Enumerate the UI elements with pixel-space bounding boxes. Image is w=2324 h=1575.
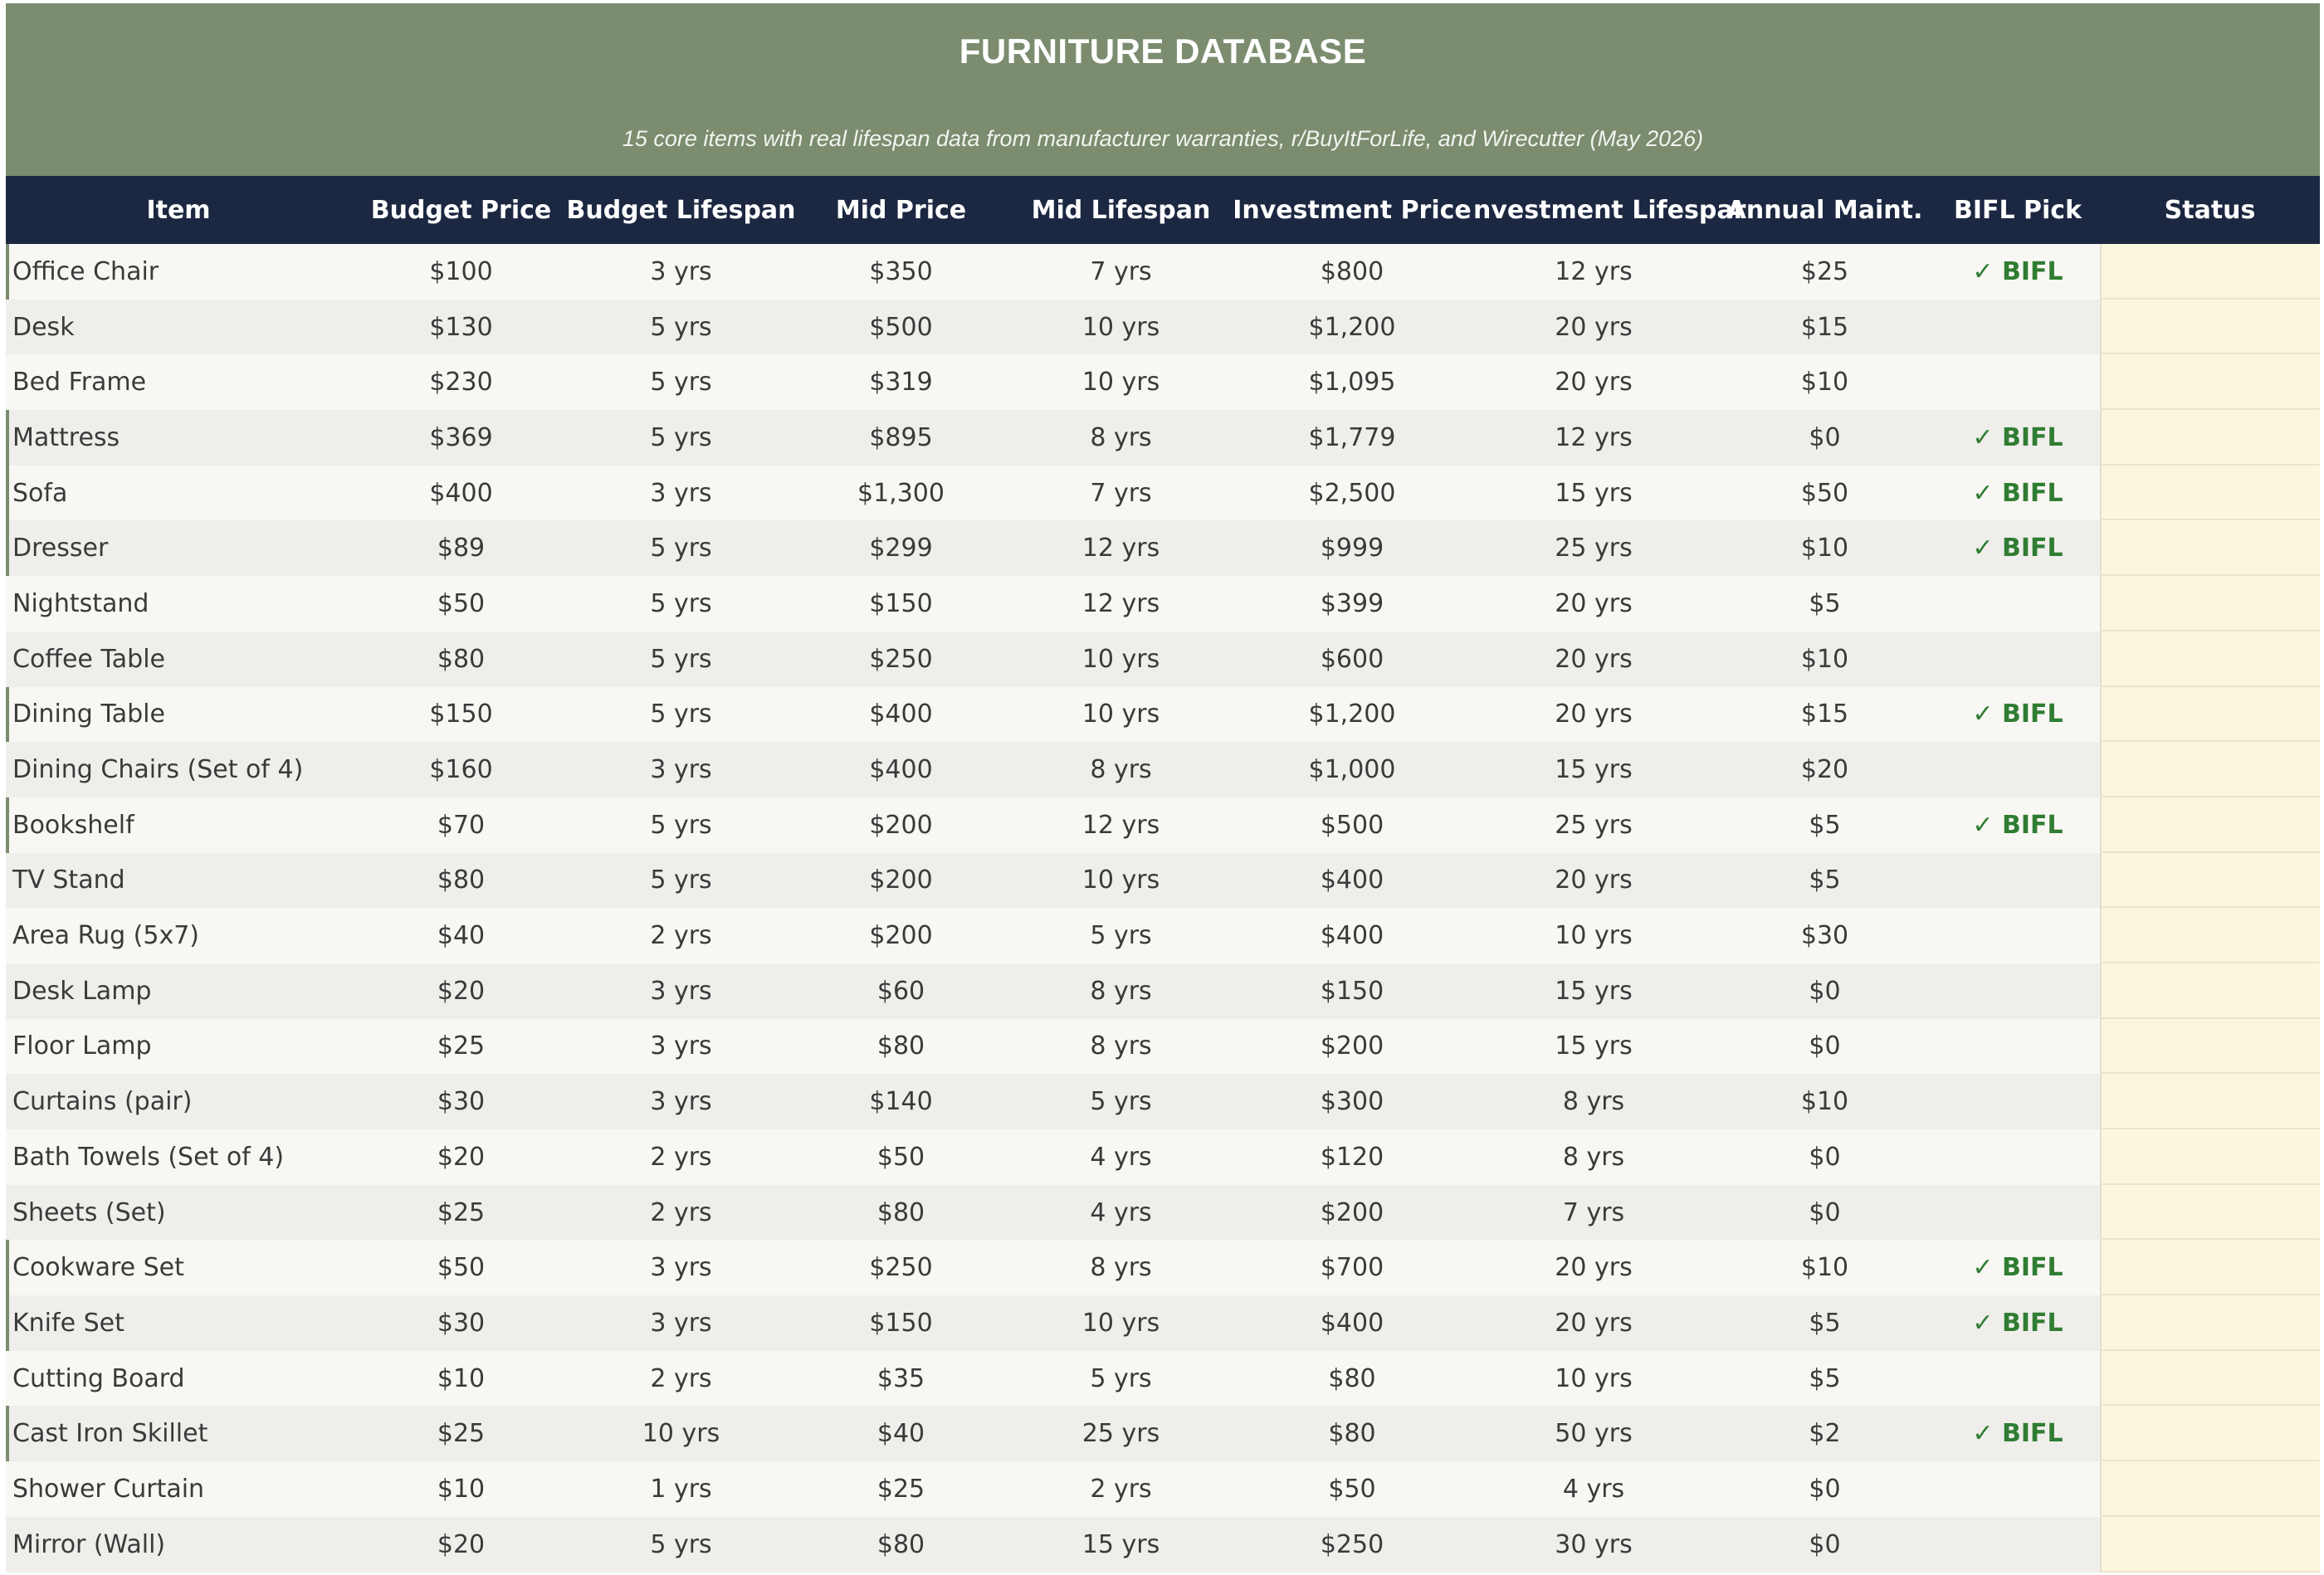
cell-budget-lifespan[interactable]: 10 yrs bbox=[642, 1419, 720, 1449]
header-row bbox=[6, 176, 2320, 244]
table-row bbox=[6, 1185, 2320, 1241]
cell-budget-lifespan[interactable]: 5 yrs bbox=[650, 644, 712, 674]
cell-bifl-pick[interactable] bbox=[1936, 1517, 2100, 1573]
cell-budget-lifespan[interactable]: 2 yrs bbox=[650, 1197, 712, 1227]
cell-mid-price[interactable]: $35 bbox=[876, 1363, 925, 1393]
sheet-title: FURNITURE DATABASE bbox=[959, 32, 1367, 71]
cell-budget-price[interactable]: $150 bbox=[429, 700, 493, 729]
cell-budget-price[interactable]: $25 bbox=[437, 1197, 486, 1227]
cell-annual-maint[interactable]: $5 bbox=[1809, 810, 1841, 840]
cell-budget-lifespan[interactable]: 3 yrs bbox=[650, 256, 712, 286]
cell-bifl-pick[interactable] bbox=[1936, 1406, 2100, 1461]
cell-annual-maint[interactable]: $30 bbox=[1800, 921, 1849, 951]
cell-investment-lifespan[interactable]: 20 yrs bbox=[1555, 700, 1633, 729]
bifl-badge: ✓ BIFL bbox=[1972, 534, 2063, 563]
cell-mid-lifespan[interactable]: 4 yrs bbox=[1090, 1197, 1152, 1227]
cell-status[interactable] bbox=[2100, 1185, 2320, 1241]
cell-bifl-pick[interactable] bbox=[1936, 687, 2100, 743]
cell-status[interactable] bbox=[2100, 354, 2320, 410]
cell-budget-lifespan[interactable]: 5 yrs bbox=[650, 368, 712, 397]
cell-investment-price[interactable]: $400 bbox=[1320, 1308, 1384, 1338]
cell-item[interactable]: Shower Curtain bbox=[12, 1474, 205, 1504]
cell-mid-lifespan[interactable]: 15 yrs bbox=[1081, 1529, 1160, 1559]
bifl-badge: ✓ BIFL bbox=[1972, 1419, 2063, 1449]
cell-budget-price[interactable]: $30 bbox=[437, 1308, 486, 1338]
cell-mid-price[interactable]: $25 bbox=[876, 1474, 925, 1504]
cell-budget-lifespan[interactable]: 5 yrs bbox=[650, 534, 712, 563]
cell-budget-lifespan[interactable]: 5 yrs bbox=[650, 866, 712, 895]
cell-item[interactable]: Nightstand bbox=[12, 588, 149, 618]
cell-budget-price[interactable]: $89 bbox=[437, 534, 486, 563]
cell-mid-lifespan[interactable]: 25 yrs bbox=[1081, 1419, 1160, 1449]
cell-investment-price[interactable]: $800 bbox=[1320, 256, 1384, 286]
cell-mid-price[interactable]: $80 bbox=[876, 1031, 925, 1061]
cell-mid-lifespan[interactable]: 8 yrs bbox=[1090, 755, 1152, 785]
title-banner[interactable] bbox=[6, 3, 2320, 176]
header-mid-lifespan[interactable]: Mid Lifespan bbox=[1031, 195, 1211, 225]
cell-mid-lifespan[interactable]: 12 yrs bbox=[1081, 810, 1160, 840]
cell-investment-price[interactable]: $1,095 bbox=[1308, 368, 1396, 397]
cell-status[interactable] bbox=[2100, 244, 2320, 300]
cell-annual-maint[interactable]: $0 bbox=[1809, 1197, 1841, 1227]
cell-investment-lifespan[interactable]: 20 yrs bbox=[1555, 312, 1633, 342]
cell-investment-lifespan[interactable]: 10 yrs bbox=[1555, 921, 1633, 951]
cell-budget-lifespan[interactable]: 3 yrs bbox=[650, 1087, 712, 1117]
cell-annual-maint[interactable]: $0 bbox=[1809, 1529, 1841, 1559]
cell-mid-price[interactable]: $150 bbox=[869, 588, 933, 618]
cell-budget-price[interactable]: $25 bbox=[437, 1419, 486, 1449]
cell-status[interactable] bbox=[2100, 466, 2320, 521]
cell-mid-price[interactable]: $60 bbox=[876, 976, 925, 1006]
cell-item[interactable]: Bed Frame bbox=[12, 368, 147, 397]
cell-investment-price[interactable]: $120 bbox=[1320, 1142, 1384, 1172]
cell-investment-lifespan[interactable]: 20 yrs bbox=[1555, 644, 1633, 674]
cell-investment-price[interactable]: $150 bbox=[1320, 976, 1384, 1006]
cell-item[interactable]: TV Stand bbox=[12, 866, 125, 895]
cell-mid-price[interactable]: $350 bbox=[869, 256, 933, 286]
cell-mid-lifespan[interactable]: 5 yrs bbox=[1090, 921, 1152, 951]
cell-annual-maint[interactable]: $0 bbox=[1809, 422, 1841, 452]
cell-bifl-pick[interactable] bbox=[1936, 631, 2100, 687]
cell-bifl-pick[interactable] bbox=[1936, 963, 2100, 1019]
cell-budget-lifespan[interactable]: 5 yrs bbox=[650, 312, 712, 342]
cell-budget-price[interactable]: $100 bbox=[429, 256, 493, 286]
cell-investment-lifespan[interactable]: 4 yrs bbox=[1562, 1474, 1625, 1504]
cell-annual-maint[interactable]: $0 bbox=[1809, 1142, 1841, 1172]
cell-annual-maint[interactable]: $5 bbox=[1809, 1308, 1841, 1338]
cell-budget-price[interactable]: $160 bbox=[429, 755, 493, 785]
cell-mid-price[interactable]: $200 bbox=[869, 866, 933, 895]
cell-budget-price[interactable]: $130 bbox=[429, 312, 493, 342]
cell-investment-price[interactable]: $400 bbox=[1320, 866, 1384, 895]
cell-budget-lifespan[interactable]: 2 yrs bbox=[650, 921, 712, 951]
cell-investment-price[interactable]: $500 bbox=[1320, 810, 1384, 840]
cell-investment-lifespan[interactable]: 20 yrs bbox=[1555, 588, 1633, 618]
cell-investment-price[interactable]: $250 bbox=[1320, 1529, 1384, 1559]
bifl-badge: ✓ BIFL bbox=[1972, 478, 2063, 508]
table-row bbox=[6, 1129, 2320, 1185]
cell-annual-maint[interactable]: $0 bbox=[1809, 1474, 1841, 1504]
cell-investment-lifespan[interactable]: 25 yrs bbox=[1555, 810, 1633, 840]
cell-mid-price[interactable]: $80 bbox=[876, 1529, 925, 1559]
header-investment-price[interactable]: Investment Price bbox=[1233, 195, 1472, 225]
cell-investment-price[interactable]: $80 bbox=[1328, 1363, 1376, 1393]
cell-investment-lifespan[interactable]: 12 yrs bbox=[1555, 256, 1633, 286]
cell-status[interactable] bbox=[2100, 1019, 2320, 1075]
cell-mid-price[interactable]: $200 bbox=[869, 921, 933, 951]
cell-budget-price[interactable]: $50 bbox=[437, 1253, 486, 1283]
cell-bifl-pick[interactable] bbox=[1936, 853, 2100, 909]
header-annual-maint[interactable]: Annual Maint. bbox=[1726, 195, 1923, 225]
cell-mid-lifespan[interactable]: 4 yrs bbox=[1090, 1142, 1152, 1172]
spreadsheet bbox=[6, 3, 2320, 1575]
cell-investment-price[interactable]: $80 bbox=[1328, 1419, 1376, 1449]
cell-status[interactable] bbox=[2100, 300, 2320, 355]
cell-status[interactable] bbox=[2100, 853, 2320, 909]
furniture-table bbox=[6, 176, 2320, 1573]
table-row bbox=[6, 1240, 2320, 1295]
cell-investment-price[interactable]: $200 bbox=[1320, 1197, 1384, 1227]
cell-investment-price[interactable]: $399 bbox=[1320, 588, 1384, 618]
cell-bifl-pick[interactable] bbox=[1936, 1461, 2100, 1517]
cell-mid-lifespan[interactable]: 5 yrs bbox=[1090, 1363, 1152, 1393]
cell-annual-maint[interactable]: $10 bbox=[1800, 368, 1849, 397]
bifl-badge: ✓ BIFL bbox=[1972, 256, 2063, 286]
cell-investment-lifespan[interactable]: 25 yrs bbox=[1555, 534, 1633, 563]
cell-bifl-pick[interactable] bbox=[1936, 742, 2100, 797]
cell-budget-price[interactable]: $20 bbox=[437, 1529, 486, 1559]
bifl-badge: ✓ BIFL bbox=[1972, 700, 2063, 729]
cell-mid-price[interactable]: $50 bbox=[876, 1142, 925, 1172]
table-row bbox=[6, 1295, 2320, 1351]
cell-mid-lifespan[interactable]: 7 yrs bbox=[1090, 478, 1152, 508]
cell-bifl-pick[interactable] bbox=[1936, 520, 2100, 576]
cell-item[interactable]: Desk bbox=[12, 312, 75, 342]
cell-item[interactable]: Cutting Board bbox=[12, 1363, 185, 1393]
cell-status[interactable] bbox=[2100, 1351, 2320, 1407]
cell-mid-price[interactable]: $299 bbox=[869, 534, 933, 563]
cell-budget-lifespan[interactable]: 3 yrs bbox=[650, 1253, 712, 1283]
table-row bbox=[6, 742, 2320, 797]
cell-annual-maint[interactable]: $20 bbox=[1800, 755, 1849, 785]
bifl-badge: ✓ BIFL bbox=[1972, 422, 2063, 452]
cell-item[interactable]: Mattress bbox=[6, 410, 351, 466]
cell-budget-price[interactable]: $40 bbox=[437, 921, 486, 951]
cell-annual-maint[interactable]: $10 bbox=[1800, 1253, 1849, 1283]
cell-item[interactable]: Floor Lamp bbox=[12, 1031, 152, 1061]
cell-mid-lifespan[interactable]: 10 yrs bbox=[1081, 644, 1160, 674]
cell-budget-lifespan[interactable]: 3 yrs bbox=[650, 1031, 712, 1061]
cell-budget-price[interactable]: $80 bbox=[437, 644, 486, 674]
cell-budget-price[interactable]: $10 bbox=[437, 1363, 486, 1393]
cell-budget-lifespan[interactable]: 3 yrs bbox=[650, 755, 712, 785]
cell-annual-maint[interactable]: $5 bbox=[1809, 1363, 1841, 1393]
header-budget-lifespan[interactable]: Budget Lifespan bbox=[566, 195, 796, 225]
header-mid-price[interactable]: Mid Price bbox=[835, 195, 967, 225]
table-row bbox=[6, 410, 2320, 466]
bifl-badge: ✓ BIFL bbox=[1972, 1253, 2063, 1283]
cell-bifl-pick[interactable] bbox=[1936, 797, 2100, 853]
cell-annual-maint[interactable]: $10 bbox=[1800, 644, 1849, 674]
cell-annual-maint[interactable]: $5 bbox=[1809, 866, 1841, 895]
cell-status[interactable] bbox=[2100, 410, 2320, 466]
cell-status[interactable] bbox=[2100, 1295, 2320, 1351]
cell-status[interactable] bbox=[2100, 1406, 2320, 1461]
table-body bbox=[6, 244, 2320, 1573]
cell-mid-price[interactable]: $40 bbox=[876, 1419, 925, 1449]
cell-mid-price[interactable]: $400 bbox=[869, 755, 933, 785]
cell-item[interactable]: Office Chair bbox=[6, 244, 351, 300]
table-row bbox=[6, 631, 2320, 687]
cell-mid-price[interactable]: $400 bbox=[869, 700, 933, 729]
cell-annual-maint[interactable]: $15 bbox=[1800, 700, 1849, 729]
table-row bbox=[6, 853, 2320, 909]
cell-mid-lifespan[interactable]: 10 yrs bbox=[1081, 368, 1160, 397]
cell-investment-lifespan[interactable]: 8 yrs bbox=[1562, 1142, 1625, 1172]
cell-investment-price[interactable]: $1,779 bbox=[1308, 422, 1396, 452]
cell-status[interactable] bbox=[2100, 1074, 2320, 1129]
cell-investment-lifespan[interactable]: 15 yrs bbox=[1555, 478, 1633, 508]
cell-budget-lifespan[interactable]: 2 yrs bbox=[650, 1363, 712, 1393]
table-row bbox=[6, 300, 2320, 355]
cell-investment-lifespan[interactable]: 50 yrs bbox=[1555, 1419, 1633, 1449]
cell-mid-price[interactable]: $1,300 bbox=[857, 478, 945, 508]
cell-mid-lifespan[interactable]: 8 yrs bbox=[1090, 976, 1152, 1006]
cell-investment-price[interactable]: $2,500 bbox=[1308, 478, 1396, 508]
cell-annual-maint[interactable]: $0 bbox=[1809, 976, 1841, 1006]
table-row bbox=[6, 244, 2320, 300]
cell-item[interactable]: Dresser bbox=[6, 520, 351, 576]
cell-status[interactable] bbox=[2100, 687, 2320, 743]
cell-mid-lifespan[interactable]: 10 yrs bbox=[1081, 700, 1160, 729]
cell-investment-lifespan[interactable]: 7 yrs bbox=[1562, 1197, 1625, 1227]
cell-budget-price[interactable]: $25 bbox=[437, 1031, 486, 1061]
cell-bifl-pick[interactable] bbox=[1936, 1074, 2100, 1129]
cell-investment-lifespan[interactable]: 30 yrs bbox=[1555, 1529, 1633, 1559]
cell-status[interactable] bbox=[2100, 1517, 2320, 1573]
cell-annual-maint[interactable]: $5 bbox=[1809, 588, 1841, 618]
cell-investment-lifespan[interactable]: 12 yrs bbox=[1555, 422, 1633, 452]
cell-investment-price[interactable]: $1,000 bbox=[1308, 755, 1396, 785]
cell-budget-price[interactable]: $400 bbox=[429, 478, 493, 508]
cell-investment-price[interactable]: $1,200 bbox=[1308, 312, 1396, 342]
cell-item[interactable]: Knife Set bbox=[6, 1295, 351, 1351]
cell-investment-lifespan[interactable]: 20 yrs bbox=[1555, 1253, 1633, 1283]
cell-item[interactable]: Mirror (Wall) bbox=[12, 1529, 166, 1559]
cell-annual-maint[interactable]: $10 bbox=[1800, 1087, 1849, 1117]
cell-investment-price[interactable]: $50 bbox=[1328, 1474, 1376, 1504]
cell-investment-price[interactable]: $400 bbox=[1320, 921, 1384, 951]
cell-bifl-pick[interactable] bbox=[1936, 1129, 2100, 1185]
cell-budget-price[interactable]: $20 bbox=[437, 976, 486, 1006]
cell-item[interactable]: Coffee Table bbox=[12, 644, 165, 674]
cell-item[interactable]: Sofa bbox=[6, 466, 351, 521]
cell-mid-lifespan[interactable]: 8 yrs bbox=[1090, 422, 1152, 452]
table-row bbox=[6, 1406, 2320, 1461]
cell-item[interactable]: Bath Towels (Set of 4) bbox=[12, 1142, 285, 1172]
cell-mid-price[interactable]: $895 bbox=[869, 422, 933, 452]
cell-item[interactable]: Dining Table bbox=[6, 687, 351, 743]
cell-budget-lifespan[interactable]: 3 yrs bbox=[650, 1308, 712, 1338]
cell-investment-price[interactable]: $600 bbox=[1320, 644, 1384, 674]
cell-bifl-pick[interactable] bbox=[1936, 1351, 2100, 1407]
cell-status[interactable] bbox=[2100, 1129, 2320, 1185]
header-status[interactable]: Status bbox=[2100, 176, 2320, 244]
cell-bifl-pick[interactable] bbox=[1936, 466, 2100, 521]
cell-budget-lifespan[interactable]: 1 yrs bbox=[650, 1474, 712, 1504]
cell-status[interactable] bbox=[2100, 631, 2320, 687]
cell-mid-lifespan[interactable]: 12 yrs bbox=[1081, 534, 1160, 563]
cell-mid-price[interactable]: $80 bbox=[876, 1197, 925, 1227]
cell-mid-lifespan[interactable]: 8 yrs bbox=[1090, 1253, 1152, 1283]
cell-budget-price[interactable]: $70 bbox=[437, 810, 486, 840]
table-row bbox=[6, 1351, 2320, 1407]
cell-item[interactable]: Cookware Set bbox=[6, 1240, 351, 1295]
cell-budget-price[interactable]: $20 bbox=[437, 1142, 486, 1172]
table-row bbox=[6, 908, 2320, 963]
cell-bifl-pick[interactable] bbox=[1936, 1240, 2100, 1295]
cell-bifl-pick[interactable] bbox=[1936, 576, 2100, 631]
cell-investment-lifespan[interactable]: 20 yrs bbox=[1555, 1308, 1633, 1338]
cell-mid-price[interactable]: $150 bbox=[869, 1308, 933, 1338]
table-row bbox=[6, 466, 2320, 521]
cell-item[interactable]: Cast Iron Skillet bbox=[6, 1406, 351, 1461]
cell-budget-price[interactable]: $80 bbox=[437, 866, 486, 895]
cell-annual-maint[interactable]: $15 bbox=[1800, 312, 1849, 342]
cell-item[interactable]: Area Rug (5x7) bbox=[12, 921, 199, 951]
cell-status[interactable] bbox=[2100, 576, 2320, 631]
cell-mid-lifespan[interactable]: 5 yrs bbox=[1090, 1087, 1152, 1117]
cell-status[interactable] bbox=[2100, 742, 2320, 797]
cell-investment-lifespan[interactable]: 20 yrs bbox=[1555, 368, 1633, 397]
header-item[interactable]: Item bbox=[146, 195, 211, 225]
cell-item[interactable]: Dining Chairs (Set of 4) bbox=[12, 755, 304, 785]
cell-budget-lifespan[interactable]: 5 yrs bbox=[650, 810, 712, 840]
cell-status[interactable] bbox=[2100, 908, 2320, 963]
cell-investment-lifespan[interactable]: 10 yrs bbox=[1555, 1363, 1633, 1393]
cell-bifl-pick[interactable] bbox=[1936, 1019, 2100, 1075]
header-budget-price[interactable]: Budget Price bbox=[370, 195, 552, 225]
cell-investment-price[interactable]: $200 bbox=[1320, 1031, 1384, 1061]
cell-investment-lifespan[interactable]: 15 yrs bbox=[1555, 976, 1633, 1006]
table-row bbox=[6, 520, 2320, 576]
cell-bifl-pick[interactable] bbox=[1936, 1295, 2100, 1351]
header-bifl-pick[interactable]: BIFL Pick bbox=[1953, 195, 2082, 225]
cell-budget-price[interactable]: $30 bbox=[437, 1087, 486, 1117]
cell-bifl-pick[interactable] bbox=[1936, 410, 2100, 466]
cell-budget-lifespan[interactable]: 3 yrs bbox=[650, 478, 712, 508]
cell-budget-price[interactable]: $50 bbox=[437, 588, 486, 618]
cell-budget-lifespan[interactable]: 2 yrs bbox=[650, 1142, 712, 1172]
sheet-subtitle: 15 core items with real lifespan data from manufacturer warranties, r/BuyItForLife, and Wirecutter (May 2026) bbox=[622, 126, 1704, 151]
cell-mid-lifespan[interactable]: 10 yrs bbox=[1081, 1308, 1160, 1338]
cell-mid-lifespan[interactable]: 10 yrs bbox=[1081, 866, 1160, 895]
cell-investment-lifespan[interactable]: 15 yrs bbox=[1555, 755, 1633, 785]
cell-investment-lifespan[interactable]: 15 yrs bbox=[1555, 1031, 1633, 1061]
cell-status[interactable] bbox=[2100, 520, 2320, 576]
cell-mid-price[interactable]: $319 bbox=[869, 368, 933, 397]
cell-mid-lifespan[interactable]: 8 yrs bbox=[1090, 1031, 1152, 1061]
cell-investment-price[interactable]: $999 bbox=[1320, 534, 1384, 563]
table-row bbox=[6, 687, 2320, 743]
header-investment-lifespan[interactable]: nvestment Lifespar bbox=[1473, 195, 1746, 225]
cell-mid-price[interactable]: $250 bbox=[869, 1253, 933, 1283]
table-row bbox=[6, 1461, 2320, 1517]
cell-bifl-pick[interactable] bbox=[1936, 300, 2100, 355]
cell-mid-lifespan[interactable]: 2 yrs bbox=[1090, 1474, 1152, 1504]
cell-status[interactable] bbox=[2100, 1461, 2320, 1517]
cell-investment-lifespan[interactable]: 8 yrs bbox=[1562, 1087, 1625, 1117]
cell-status[interactable] bbox=[2100, 797, 2320, 853]
cell-bifl-pick[interactable] bbox=[1936, 244, 2100, 300]
cell-bifl-pick[interactable] bbox=[1936, 354, 2100, 410]
table-row bbox=[6, 1517, 2320, 1573]
cell-budget-lifespan[interactable]: 5 yrs bbox=[650, 700, 712, 729]
cell-annual-maint[interactable]: $50 bbox=[1800, 478, 1849, 508]
cell-item[interactable]: Desk Lamp bbox=[12, 976, 152, 1006]
table-row bbox=[6, 354, 2320, 410]
cell-budget-lifespan[interactable]: 5 yrs bbox=[650, 1529, 712, 1559]
table-row bbox=[6, 576, 2320, 631]
cell-annual-maint[interactable]: $2 bbox=[1809, 1419, 1841, 1449]
cell-budget-price[interactable]: $369 bbox=[429, 422, 493, 452]
table-row bbox=[6, 963, 2320, 1019]
cell-budget-lifespan[interactable]: 3 yrs bbox=[650, 976, 712, 1006]
cell-mid-price[interactable]: $200 bbox=[869, 810, 933, 840]
cell-investment-price[interactable]: $700 bbox=[1320, 1253, 1384, 1283]
cell-investment-lifespan[interactable]: 20 yrs bbox=[1555, 866, 1633, 895]
cell-status[interactable] bbox=[2100, 963, 2320, 1019]
cell-mid-price[interactable]: $140 bbox=[869, 1087, 933, 1117]
cell-mid-lifespan[interactable]: 12 yrs bbox=[1081, 588, 1160, 618]
cell-bifl-pick[interactable] bbox=[1936, 1185, 2100, 1241]
cell-item[interactable]: Curtains (pair) bbox=[12, 1087, 193, 1117]
cell-mid-lifespan[interactable]: 10 yrs bbox=[1081, 312, 1160, 342]
cell-budget-lifespan[interactable]: 5 yrs bbox=[650, 422, 712, 452]
cell-mid-lifespan[interactable]: 7 yrs bbox=[1090, 256, 1152, 286]
bifl-badge: ✓ BIFL bbox=[1972, 810, 2063, 840]
cell-annual-maint[interactable]: $25 bbox=[1800, 256, 1849, 286]
cell-mid-price[interactable]: $500 bbox=[869, 312, 933, 342]
cell-annual-maint[interactable]: $0 bbox=[1809, 1031, 1841, 1061]
table-row bbox=[6, 1074, 2320, 1129]
cell-status[interactable] bbox=[2100, 1240, 2320, 1295]
cell-bifl-pick[interactable] bbox=[1936, 908, 2100, 963]
table-row bbox=[6, 797, 2320, 853]
cell-budget-price[interactable]: $10 bbox=[437, 1474, 486, 1504]
bifl-badge: ✓ BIFL bbox=[1972, 1308, 2063, 1338]
cell-budget-lifespan[interactable]: 5 yrs bbox=[650, 588, 712, 618]
cell-annual-maint[interactable]: $10 bbox=[1800, 534, 1849, 563]
cell-investment-price[interactable]: $300 bbox=[1320, 1087, 1384, 1117]
cell-investment-price[interactable]: $1,200 bbox=[1308, 700, 1396, 729]
cell-budget-price[interactable]: $230 bbox=[429, 368, 493, 397]
cell-mid-price[interactable]: $250 bbox=[869, 644, 933, 674]
cell-item[interactable]: Bookshelf bbox=[6, 797, 351, 853]
table-row bbox=[6, 1019, 2320, 1075]
cell-item[interactable]: Sheets (Set) bbox=[12, 1197, 166, 1227]
